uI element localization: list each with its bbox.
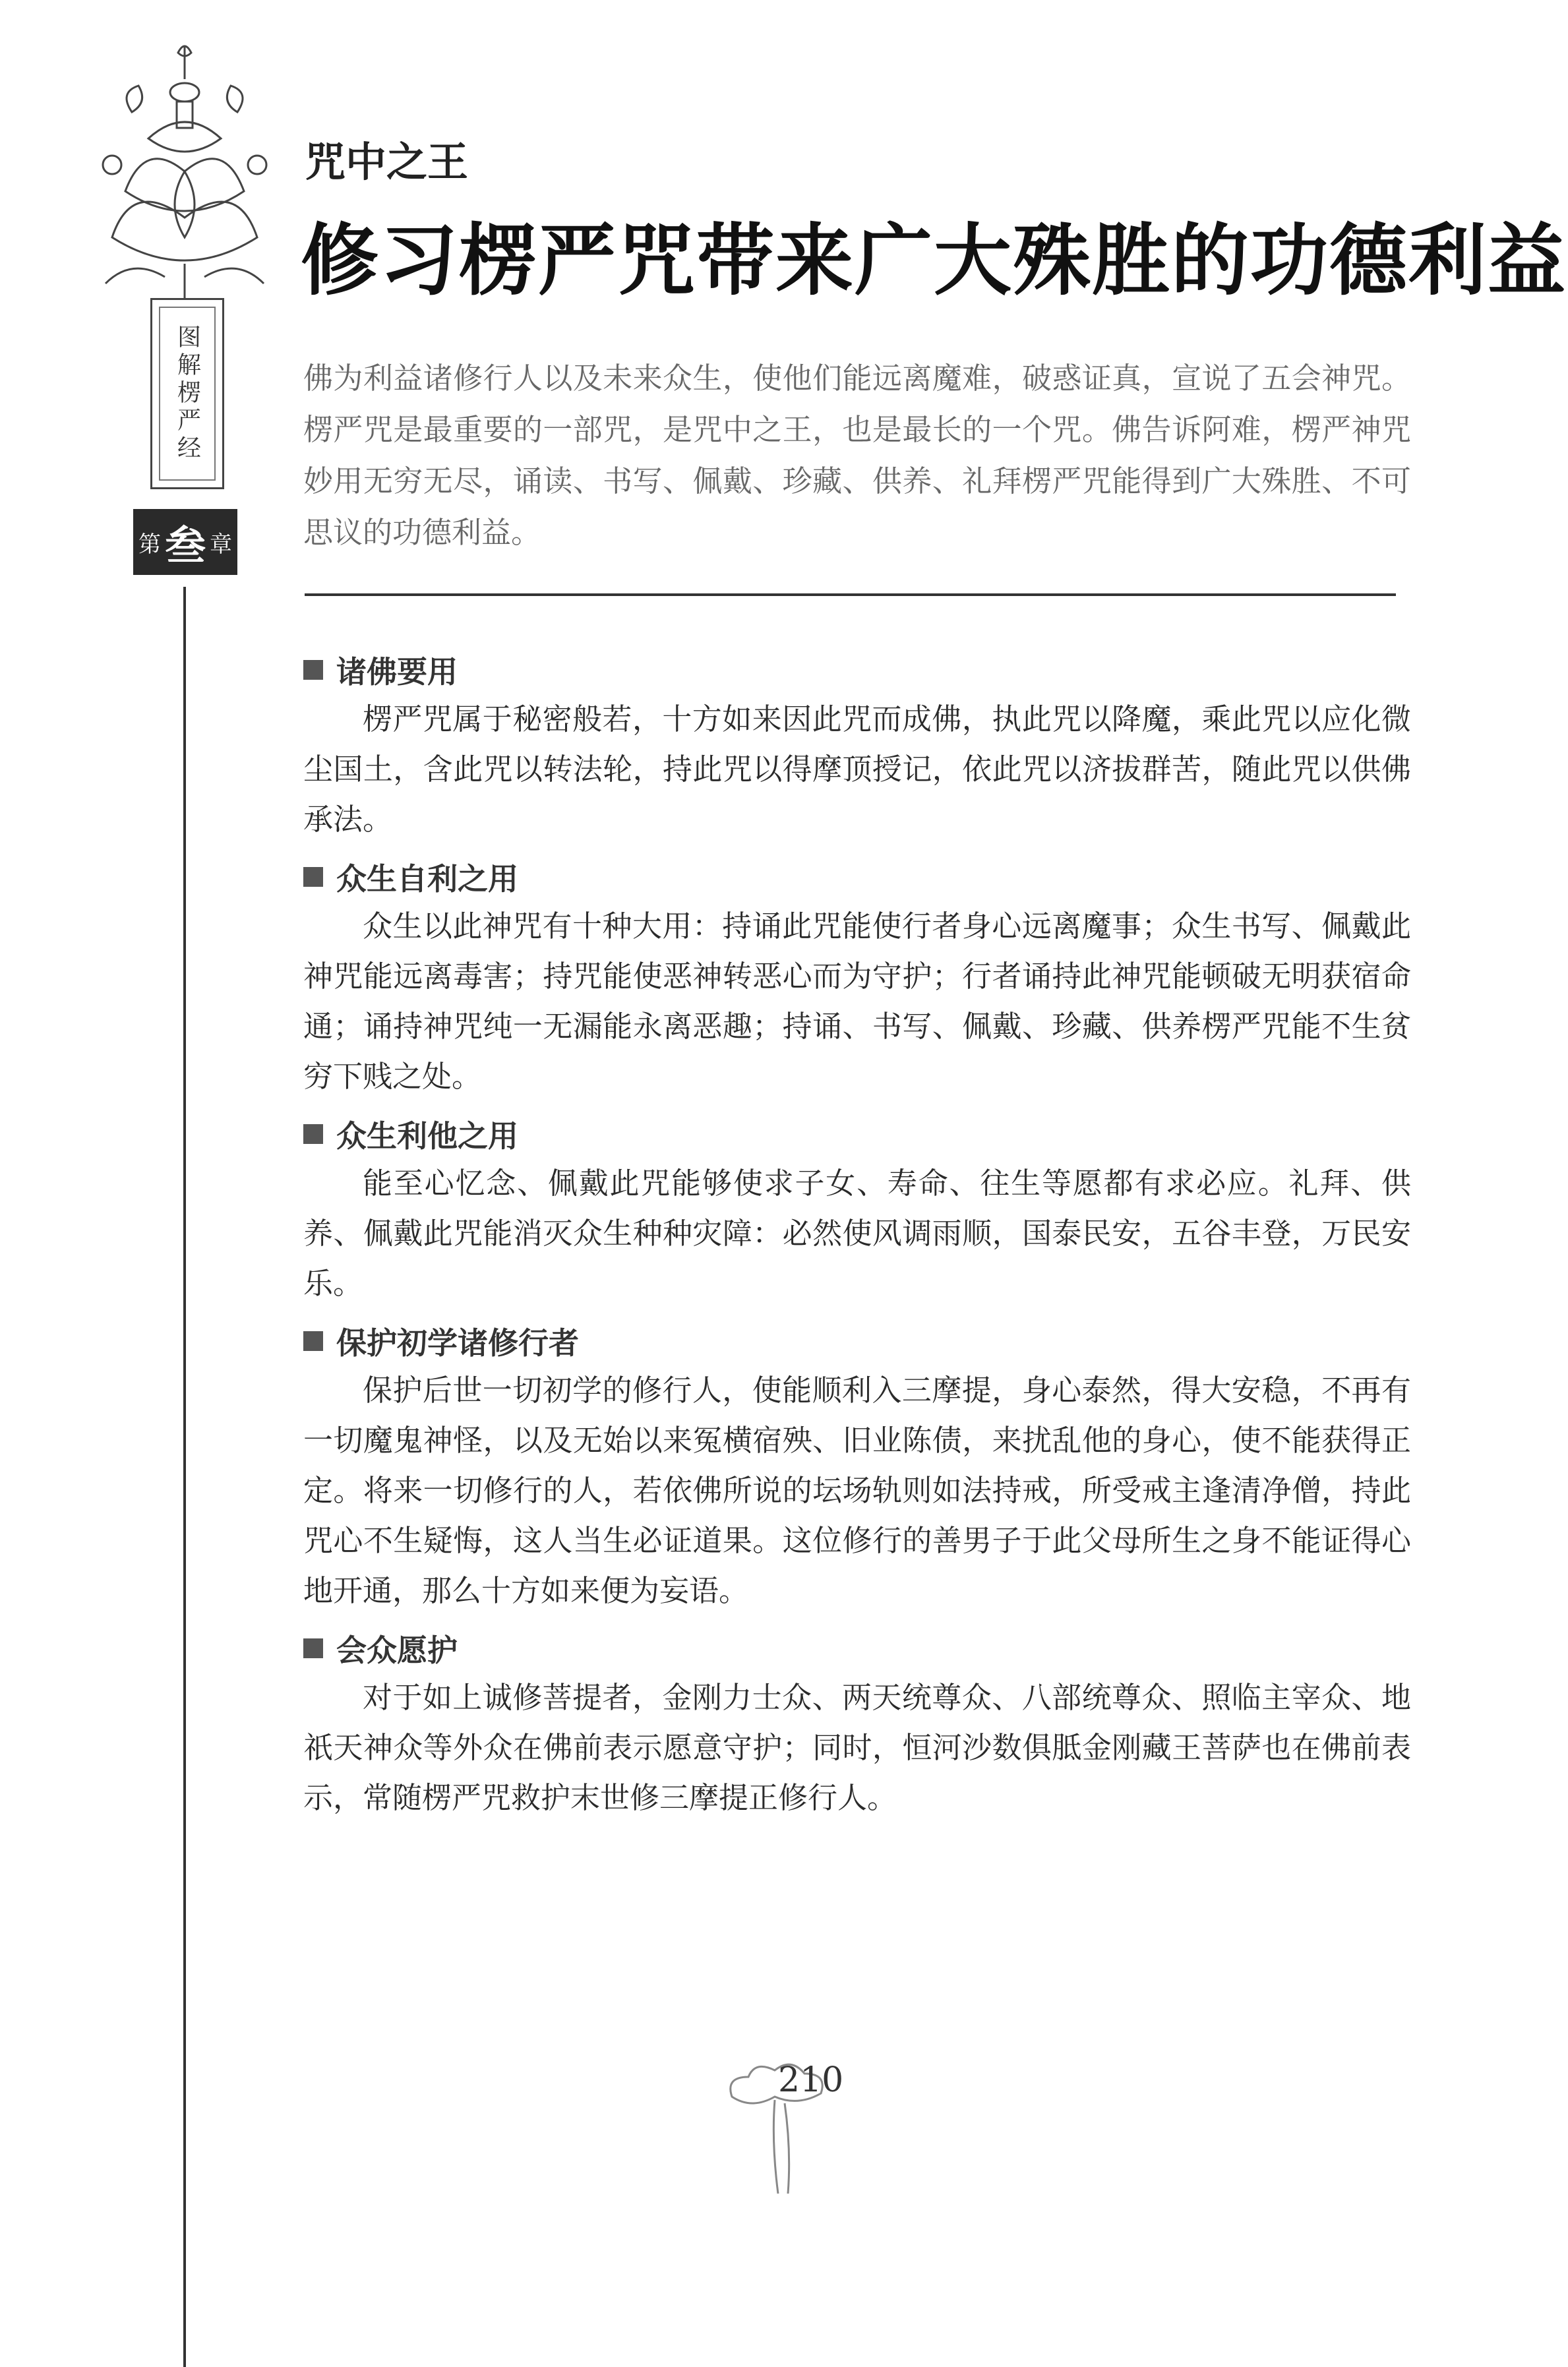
- section-heading-label: 众生自利之用: [336, 861, 518, 897]
- page-title: 修习楞严咒带来广大殊胜的功德利益: [301, 214, 1567, 306]
- section-kicker: 咒中之王: [305, 138, 469, 186]
- section-paragraph: 楞严咒属于秘密般若，十方如来因此咒而成佛，执此咒以降魔，乘此咒以应化微尘国土，含此咒以转法轮，持此咒以得摩顶授记，依此咒以济拔群苦，随此咒以供佛承法。: [303, 702, 1411, 837]
- section-paragraph: 对于如上诚修菩提者，金刚力士众、两天统尊众、八部统尊众、照临主宰众、地祇天神众等外众在佛前表示愿意守护；同时，恒河沙数俱胝金刚藏王菩萨也在佛前表示，常随楞严咒救护末世修三摩提正修行人。: [303, 1680, 1411, 1815]
- frame-vertical-line: [183, 587, 186, 2367]
- book-title-label: 图解楞严经: [173, 324, 201, 463]
- section-paragraph: 众生以此神咒有十种大用：持诵此咒能使行者身心远离魔事；众生书写、佩戴此神咒能远离毒害；持咒能使恶神转恶心而为守护；行者诵持此神咒能顿破无明获宿命通；诵持神咒纯一无漏能永离恶趣；持诵、书写、佩戴、珍藏、供养楞严咒能不生贫穷下贱之处。: [303, 909, 1411, 1094]
- intro-paragraph: 佛为利益诸修行人以及未来众生，使他们能远离魔难，破惑证真，宣说了五会神咒。楞严咒是最重要的一部咒，是咒中之王，也是最长的一个咒。佛告诉阿难，楞严神咒妙用无穷无尽，诵读、书写、佩戴、珍藏、供养、礼拜楞严咒能得到广大殊胜、不可思议的功德利益。: [303, 361, 1411, 550]
- section-block: [303, 647, 1411, 845]
- square-bullet-icon: [303, 660, 323, 680]
- square-bullet-icon: [303, 1124, 323, 1144]
- section-block: [303, 1318, 1411, 1616]
- section-heading-label: 会众愿护: [336, 1633, 458, 1668]
- chapter-badge: [133, 509, 237, 575]
- page-number: 210: [778, 2060, 844, 2100]
- heading-divider: [305, 593, 1396, 596]
- section-block: [303, 1111, 1411, 1309]
- section-paragraph: 保护后世一切初学的修行人，使能顺利入三摩提，身心泰然，得大安稳，不再有一切魔鬼神怪，以及无始以来冤横宿殃、旧业陈债，来扰乱他的身心，使不能获得正定。将来一切修行的人，若依佛所说的坛场轨则如法持戒，所受戒主逢清净僧，持此咒心不生疑悔，这人当生必证道果。这位修行的善男子于此父母所生之身不能证得心地开通，那么十方如来便为妄语。: [303, 1373, 1411, 1608]
- section-block: [303, 854, 1411, 1102]
- section-paragraph: 能至心忆念、佩戴此咒能够使求子女、寿命、往生等愿都有求必应。礼拜、供养、佩戴此咒能消灭众生种种灾障：必然使风调雨顺，国泰民安，五谷丰登，万民安乐。: [303, 1166, 1411, 1301]
- chapter-prefix: 第: [138, 531, 161, 558]
- section-heading: [303, 1318, 1411, 1364]
- section-block: [303, 1625, 1411, 1823]
- square-bullet-icon: [303, 1331, 323, 1351]
- chapter-suffix: 章: [210, 531, 232, 558]
- section-heading: [303, 1111, 1411, 1157]
- section-heading: [303, 647, 1411, 693]
- section-heading-label: 保护初学诸修行者: [336, 1325, 579, 1361]
- square-bullet-icon: [303, 1638, 323, 1658]
- chapter-number: 叁: [164, 521, 206, 570]
- book-title-tab: [150, 298, 224, 489]
- section-heading-label: 诸佛要用: [336, 654, 458, 690]
- section-heading: [303, 1625, 1411, 1671]
- lotus-vajra-ornament-icon: [86, 40, 284, 310]
- content-body: [303, 643, 1411, 1832]
- section-heading-label: 众生利他之用: [336, 1118, 518, 1154]
- square-bullet-icon: [303, 867, 323, 887]
- section-heading: [303, 854, 1411, 900]
